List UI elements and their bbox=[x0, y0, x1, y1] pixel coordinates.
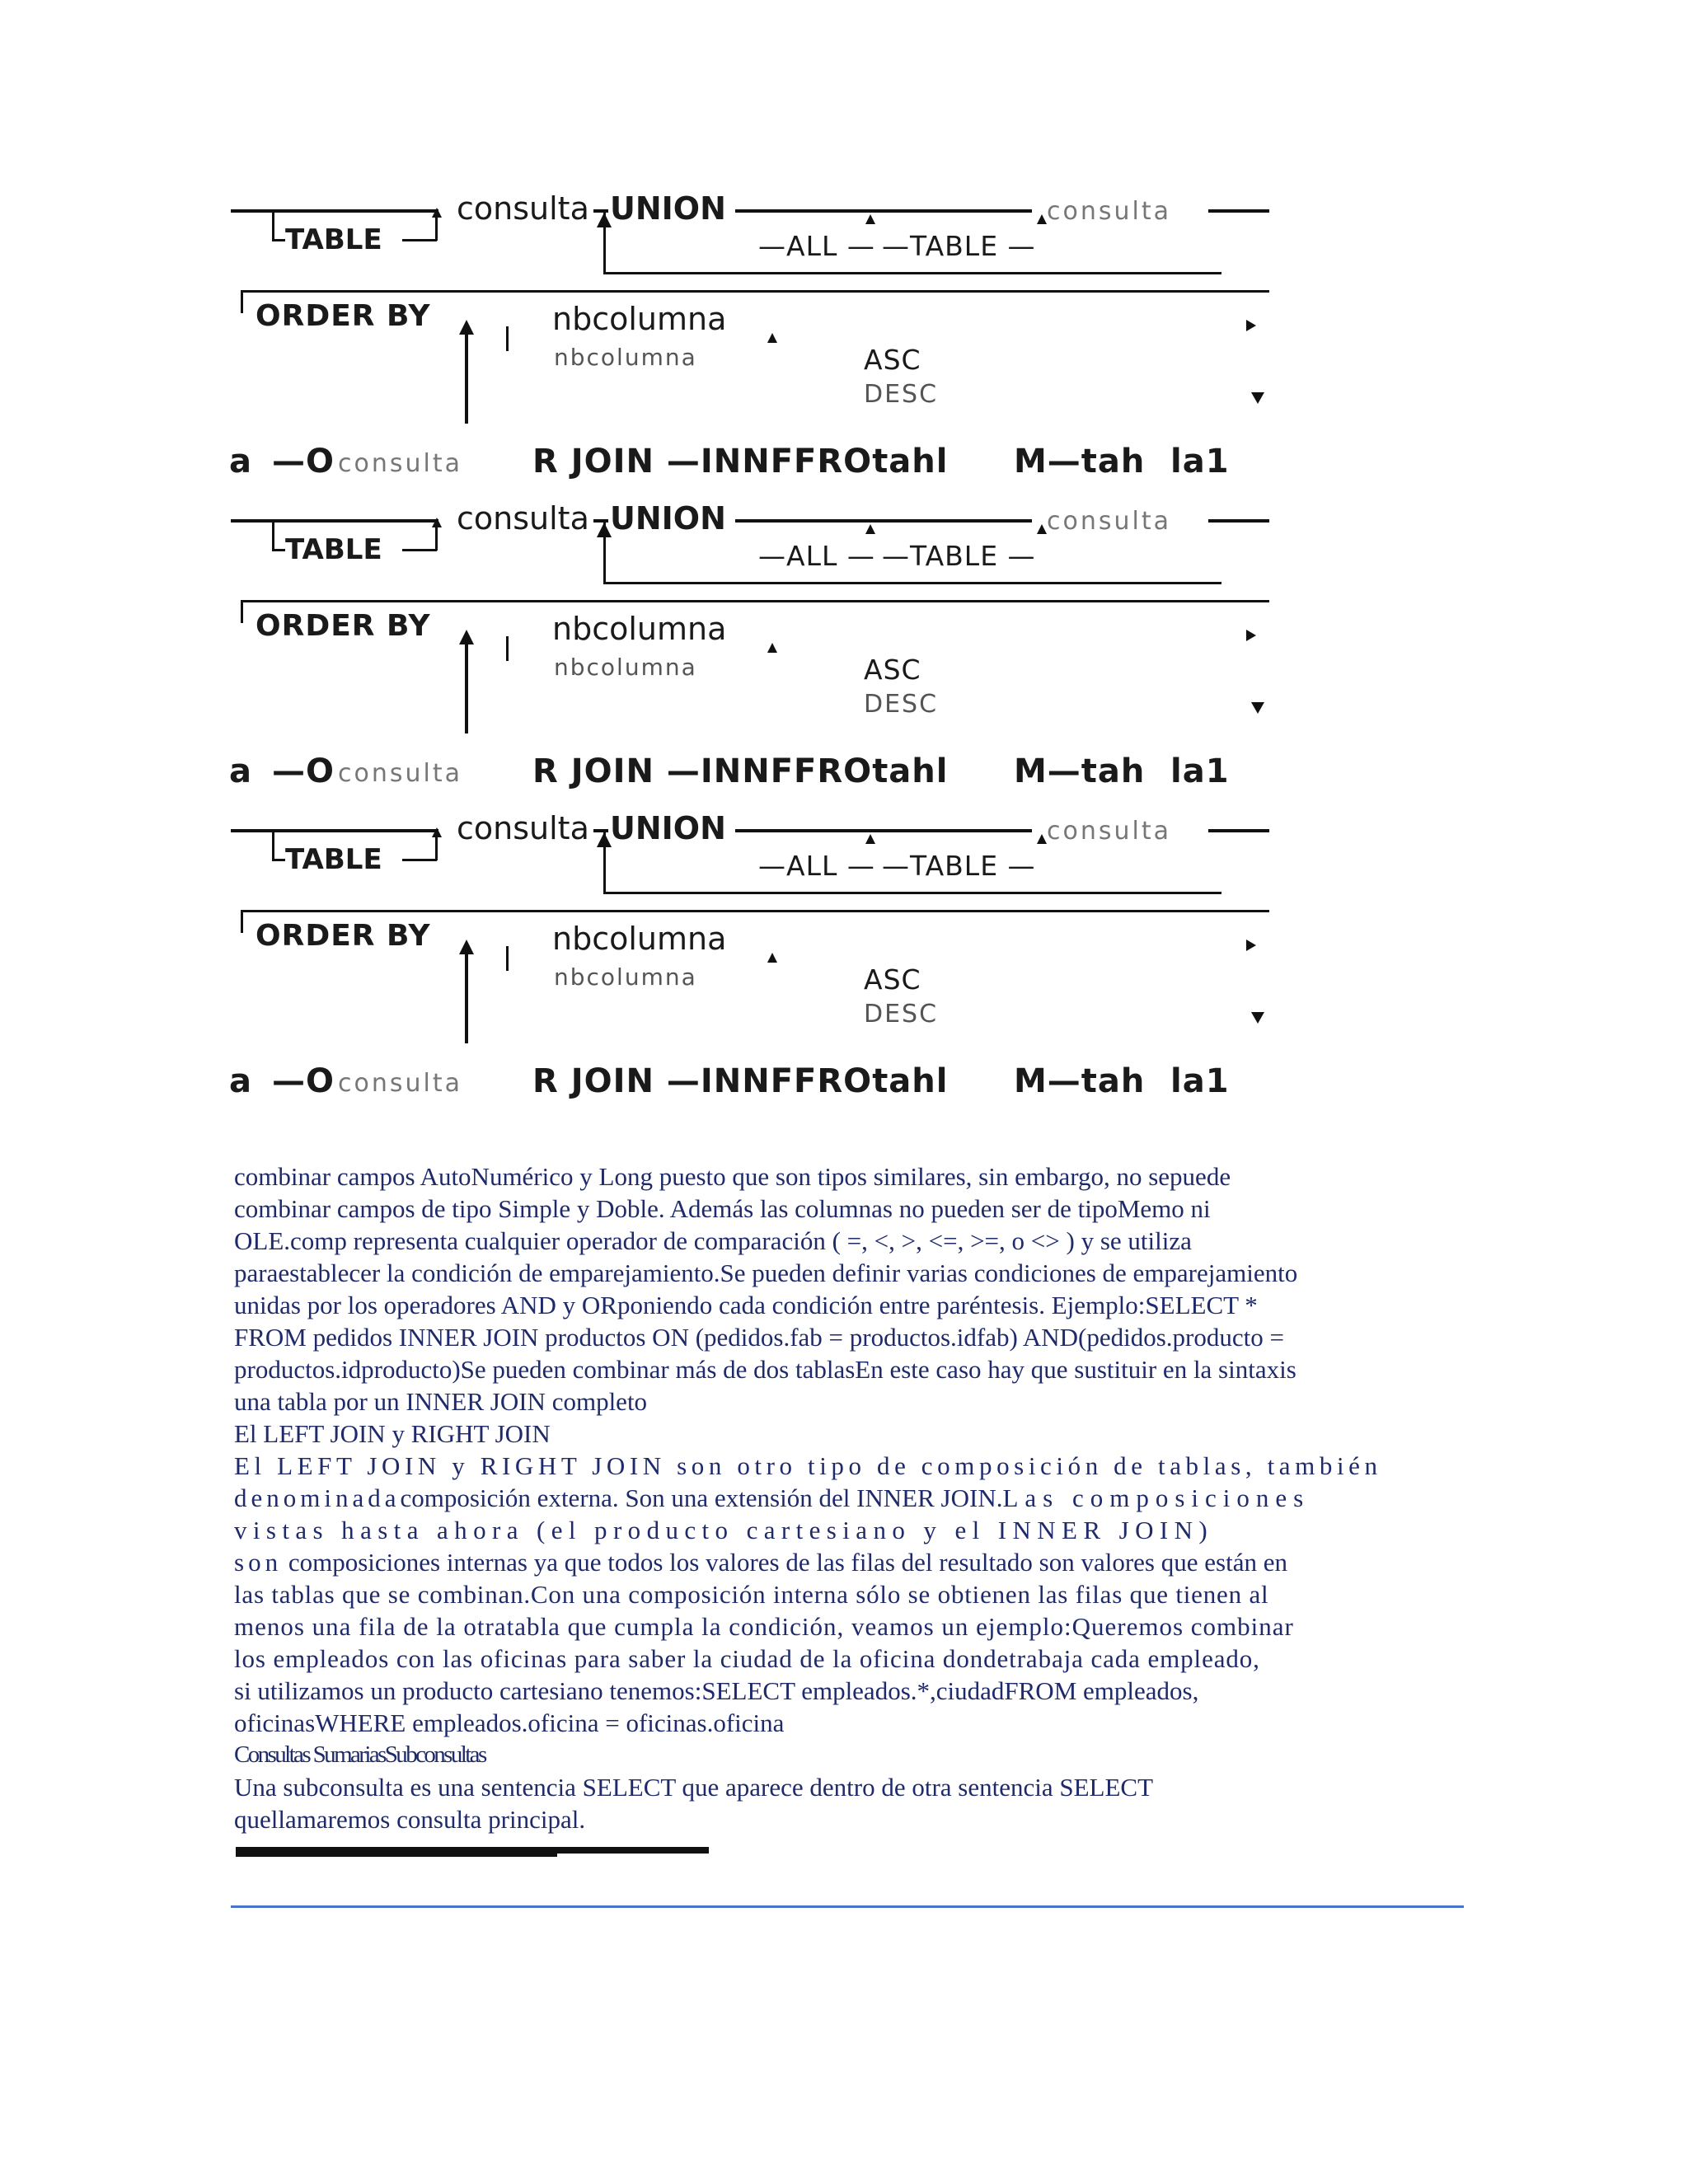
paragraph-line: vistas hasta ahora (el producto cartesiano y el INNER JOIN) bbox=[234, 1516, 1214, 1544]
join-on-letters: —O bbox=[272, 1062, 335, 1100]
consulta-label: consulta bbox=[457, 810, 589, 846]
union-keyword: UNION bbox=[610, 500, 726, 537]
paragraph-line: los empleados con las oficinas para saber la ciudad de la oficina dondetrabaja cada empleado, bbox=[234, 1644, 1260, 1673]
text-fragment: denominada bbox=[234, 1483, 401, 1512]
join-faded: consulta bbox=[338, 1069, 462, 1098]
paragraph-line: una tabla por un INNER JOIN completo bbox=[234, 1387, 648, 1416]
arrow-up-icon bbox=[432, 518, 442, 527]
union-keyword: UNION bbox=[610, 190, 726, 227]
join-tail: M—tah bbox=[1014, 752, 1146, 790]
arrow-up-icon bbox=[865, 524, 875, 534]
arrow-up-icon bbox=[1037, 214, 1047, 224]
all-keyword: —ALL — bbox=[758, 540, 875, 572]
arrow-up-icon bbox=[767, 643, 777, 653]
join-faded: consulta bbox=[338, 759, 462, 788]
join-keyword-line: R JOIN —INNFFROtahl bbox=[532, 443, 949, 480]
table-keyword: TABLE bbox=[285, 223, 382, 256]
body-text bbox=[234, 1160, 1462, 1835]
syntax-diagram-3 bbox=[231, 808, 1269, 1118]
paragraph-line: paraestablecer la condición de emparejamiento.Se pueden definir varias condiciones de emparejamiento bbox=[234, 1258, 1298, 1287]
paragraph-line: FROM pedidos INNER JOIN productos ON (pedidos.fab = productos.idfab) AND(pedidos.producto = bbox=[234, 1323, 1284, 1352]
paragraph-line bbox=[234, 1482, 1462, 1514]
text-fragment: composición externa. Son una extensión del INNER JOIN. bbox=[400, 1483, 1003, 1512]
join-tail: M—tah bbox=[1014, 1062, 1146, 1100]
arrow-down-icon bbox=[1251, 392, 1264, 404]
arrow-up-icon bbox=[767, 953, 777, 963]
paragraph-line: si utilizamos un producto cartesiano tenemos:SELECT empleados.*,ciudadFROM empleados, bbox=[234, 1676, 1199, 1705]
all-keyword: —ALL — bbox=[758, 850, 875, 882]
footer-rule bbox=[231, 1905, 1464, 1908]
arrow-down-icon bbox=[1251, 1012, 1264, 1024]
table-keyword-2: —TABLE — bbox=[882, 850, 1036, 882]
desc-keyword: DESC bbox=[864, 380, 939, 409]
consulta-faded: consulta bbox=[1047, 197, 1171, 226]
nbcolumna-label: nbcolumna bbox=[552, 921, 727, 957]
join-keyword-line: R JOIN —INNFFROtahl bbox=[532, 752, 949, 790]
join-faded: consulta bbox=[338, 449, 462, 478]
arrow-right-icon bbox=[1246, 940, 1256, 951]
nbcolumna-faded: nbcolumna bbox=[554, 963, 697, 991]
arrow-up-icon bbox=[865, 214, 875, 224]
paragraph-line: menos una fila de la otratabla que cumpla la condición, veamos un ejemplo:Queremos combinar bbox=[234, 1612, 1294, 1641]
arrow-up-icon bbox=[459, 630, 474, 644]
desc-keyword: DESC bbox=[864, 690, 939, 719]
consulta-label: consulta bbox=[457, 190, 589, 227]
join-prefix: a bbox=[229, 443, 252, 480]
join-on-letters: —O bbox=[272, 443, 335, 480]
join-prefix: a bbox=[229, 752, 252, 790]
paragraph-line bbox=[234, 1546, 1462, 1578]
text-fragment: son bbox=[234, 1548, 283, 1577]
text-fragment: Las composiciones bbox=[1002, 1483, 1311, 1512]
text-fragment: composiciones internas ya que todos los valores de las filas del resultado son valores que están en bbox=[288, 1548, 1287, 1577]
nbcolumna-label: nbcolumna bbox=[552, 301, 727, 337]
syntax-diagram-1 bbox=[231, 188, 1269, 498]
arrow-up-icon bbox=[597, 213, 612, 227]
join-keyword-line: R JOIN —INNFFROtahl bbox=[532, 1062, 949, 1100]
arrow-right-icon bbox=[1246, 320, 1256, 331]
arrow-up-icon bbox=[459, 940, 474, 954]
nbcolumna-faded: nbcolumna bbox=[554, 654, 697, 681]
paragraph-line: quellamaremos consulta principal. bbox=[234, 1805, 586, 1834]
arrow-up-icon bbox=[597, 832, 612, 847]
all-keyword: —ALL — bbox=[758, 230, 875, 262]
paragraph-line: El LEFT JOIN y RIGHT JOIN son otro tipo de composición de tablas, también bbox=[234, 1451, 1382, 1480]
table-keyword: TABLE bbox=[285, 843, 382, 876]
join-tail: M—tah bbox=[1014, 443, 1146, 480]
paragraph-line: las tablas que se combinan.Con una composición interna sólo se obtienen las filas que tienen al bbox=[234, 1580, 1269, 1609]
union-keyword: UNION bbox=[610, 810, 726, 846]
nbcolumna-label: nbcolumna bbox=[552, 611, 727, 647]
black-bar bbox=[236, 1852, 557, 1857]
join-la1: la1 bbox=[1170, 752, 1230, 790]
paragraph-line: combinar campos de tipo Simple y Doble. Además las columnas no pueden ser de tipoMemo ni bbox=[234, 1194, 1211, 1223]
asc-keyword: ASC bbox=[864, 344, 921, 376]
arrow-up-icon bbox=[865, 834, 875, 844]
order-by-keyword: ORDER BY bbox=[256, 299, 431, 333]
consulta-faded: consulta bbox=[1047, 817, 1171, 846]
arrow-up-icon bbox=[597, 523, 612, 537]
join-la1: la1 bbox=[1170, 1062, 1230, 1100]
nbcolumna-faded: nbcolumna bbox=[554, 344, 697, 371]
arrow-up-icon bbox=[1037, 834, 1047, 844]
order-by-keyword: ORDER BY bbox=[256, 919, 431, 953]
join-prefix: a bbox=[229, 1062, 252, 1100]
arrow-up-icon bbox=[432, 208, 442, 218]
asc-keyword: ASC bbox=[864, 963, 921, 996]
paragraph-line: unidas por los operadores AND y ORponiendo cada condición entre paréntesis. Ejemplo:SELECT * bbox=[234, 1291, 1258, 1319]
paragraph-line: Una subconsulta es una sentencia SELECT que aparece dentro de otra sentencia SELECT bbox=[234, 1773, 1154, 1802]
syntax-diagram-2 bbox=[231, 498, 1269, 808]
table-keyword-2: —TABLE — bbox=[882, 230, 1036, 262]
consulta-faded: consulta bbox=[1047, 507, 1171, 536]
paragraph-line: combinar campos AutoNumérico y Long puesto que son tipos similares, sin embargo, no sepuede bbox=[234, 1162, 1231, 1191]
arrow-right-icon bbox=[1246, 630, 1256, 641]
arrow-up-icon bbox=[459, 320, 474, 335]
paragraph-line: OLE.comp representa cualquier operador de comparación ( =, <, >, <=, >=, o <> ) y se utiliza bbox=[234, 1226, 1192, 1255]
arrow-up-icon bbox=[1037, 524, 1047, 534]
desc-keyword: DESC bbox=[864, 1000, 939, 1029]
arrow-up-icon bbox=[432, 827, 442, 837]
section-heading-subconsultas: Consultas SumariasSubconsultas bbox=[234, 1741, 485, 1768]
asc-keyword: ASC bbox=[864, 654, 921, 686]
join-on-letters: —O bbox=[272, 752, 335, 790]
arrow-down-icon bbox=[1251, 702, 1264, 714]
join-la1: la1 bbox=[1170, 443, 1230, 480]
order-by-keyword: ORDER BY bbox=[256, 609, 431, 643]
table-keyword: TABLE bbox=[285, 533, 382, 566]
arrow-up-icon bbox=[767, 333, 777, 343]
paragraph-line: oficinasWHERE empleados.oficina = oficinas.oficina bbox=[234, 1708, 785, 1737]
paragraph-line: productos.idproducto)Se pueden combinar más de dos tablasEn este caso hay que sustituir en la sintaxis bbox=[234, 1355, 1296, 1384]
section-heading-left-right-join: El LEFT JOIN y RIGHT JOIN bbox=[234, 1419, 551, 1448]
consulta-label: consulta bbox=[457, 500, 589, 537]
table-keyword-2: —TABLE — bbox=[882, 540, 1036, 572]
